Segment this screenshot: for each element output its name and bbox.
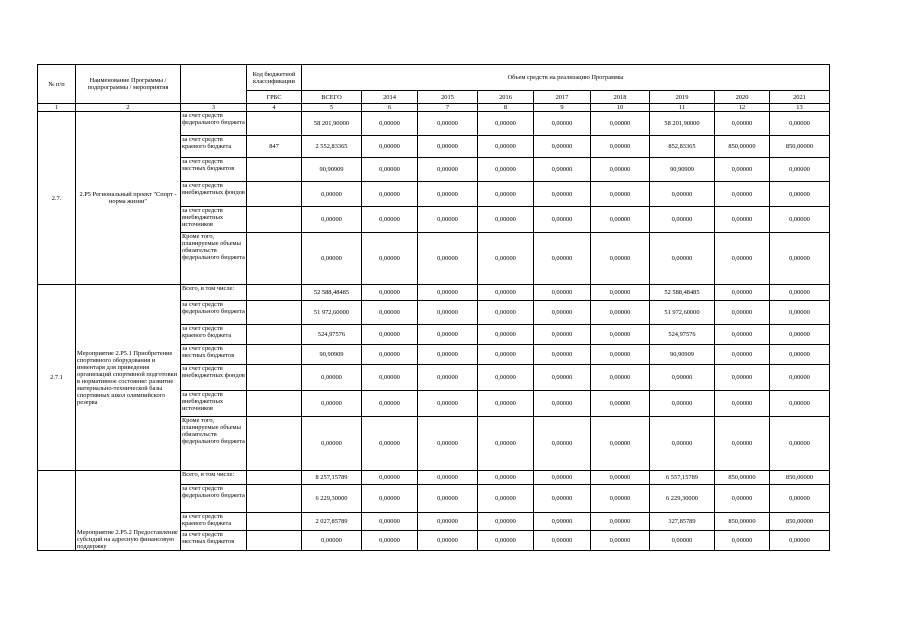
year-value: 0,00000 [362,136,418,158]
year-value: 0,00000 [591,112,650,136]
grbs-code [247,285,302,301]
total-value: 52 588,48485 [302,285,362,301]
year-value: 0,00000 [418,182,478,207]
grbs-code [247,112,302,136]
year-value: 0,00000 [362,531,418,551]
year-value: 0,00000 [534,233,591,285]
year-value: 0,00000 [650,207,715,233]
year-value: 0,00000 [715,365,770,391]
grbs-code [247,345,302,365]
year-value: 0,00000 [478,485,534,513]
total-value: 0,00000 [302,391,362,417]
year-header: 2014 [362,91,418,104]
year-value: 0,00000 [534,417,591,471]
year-value: 0,00000 [418,345,478,365]
year-value: 0,00000 [418,233,478,285]
year-value: 524,97576 [650,325,715,345]
year-value: 0,00000 [534,485,591,513]
year-value: 0,00000 [715,417,770,471]
grbs-code [247,391,302,417]
year-value: 0,00000 [478,417,534,471]
item-number: 2.7.1 [38,285,76,471]
year-value: 0,00000 [362,112,418,136]
year-value: 0,00000 [478,513,534,531]
year-value: 0,00000 [478,391,534,417]
table-row [38,285,830,301]
funding-source: за счет средств федерального бюджета [181,112,247,136]
funding-table-sheet [37,64,830,551]
year-value: 0,00000 [418,485,478,513]
year-value: 0,00000 [478,301,534,325]
year-value: 0,00000 [478,158,534,182]
item-name: Мероприятие 2.Р5.1 Приобретение спортивного оборудования и инвентаря для приведения организаций спортивной подготовки в нормативное состояние: развитие материально-технической базы спортивных школ олимпийского резерва [76,285,181,471]
funding-source: за счет средств местных бюджетов [181,158,247,182]
year-value: 0,00000 [770,158,830,182]
index-cell: 8 [478,104,534,112]
year-value: 0,00000 [418,531,478,551]
year-value: 0,00000 [770,301,830,325]
year-value: 0,00000 [591,391,650,417]
index-cell: 12 [715,104,770,112]
total-value: 524,97576 [302,325,362,345]
year-value: 0,00000 [534,301,591,325]
year-value: 0,00000 [650,531,715,551]
year-value: 52 588,48485 [650,285,715,301]
year-value: 0,00000 [362,182,418,207]
year-value: 0,00000 [478,365,534,391]
program-funding-table [37,64,830,551]
year-value: 0,00000 [591,207,650,233]
grbs-code [247,207,302,233]
year-value: 0,00000 [770,531,830,551]
item-number [38,471,76,551]
year-value: 0,00000 [534,471,591,485]
year-value: 0,00000 [770,325,830,345]
year-value: 0,00000 [418,207,478,233]
year-value: 0,00000 [478,325,534,345]
funding-source: за счет средств федерального бюджета [181,485,247,513]
total-value: 6 229,30000 [302,485,362,513]
year-value: 0,00000 [715,531,770,551]
year-value: 0,00000 [715,158,770,182]
year-value: 0,00000 [418,513,478,531]
year-value: 850,00000 [715,471,770,485]
year-value: 0,00000 [591,285,650,301]
total-value: 0,00000 [302,207,362,233]
year-value: 0,00000 [362,513,418,531]
year-value: 0,00000 [650,391,715,417]
funding-source: Всего, в том числе: [181,285,247,301]
year-value: 0,00000 [418,112,478,136]
index-cell: 4 [247,104,302,112]
index-cell: 6 [362,104,418,112]
grbs-code [247,325,302,345]
year-value: 0,00000 [418,136,478,158]
year-value: 0,00000 [362,158,418,182]
total-value: 2 552,83365 [302,136,362,158]
index-cell: 9 [534,104,591,112]
index-cell: 11 [650,104,715,112]
year-value: 0,00000 [362,471,418,485]
year-value: 0,00000 [591,417,650,471]
year-value: 51 972,60000 [650,301,715,325]
item-name: Мероприятие 2.Р5.2 Предоставление субсидий на адресную финансовую поддержку [76,471,181,551]
year-header: 2017 [534,91,591,104]
grbs-code [247,417,302,471]
col-funding-header: Объем средств на реализацию Программы [302,65,830,91]
year-value: 0,00000 [478,531,534,551]
funding-source: за счет средств внебюджетных источников [181,207,247,233]
table-row [38,112,830,136]
year-value: 0,00000 [478,182,534,207]
year-value: 0,00000 [715,233,770,285]
year-value: 0,00000 [534,285,591,301]
year-value: 850,00000 [770,513,830,531]
year-value: 0,00000 [715,182,770,207]
col-name-header: Наименование Программы / подпрограммы / мероприятия [76,65,181,104]
col-total-header: ВСЕГО [302,91,362,104]
year-value: 0,00000 [418,417,478,471]
year-value: 0,00000 [715,301,770,325]
year-value: 6 557,15789 [650,471,715,485]
year-value: 0,00000 [418,471,478,485]
col-source-header [181,65,247,104]
year-value: 0,00000 [591,531,650,551]
year-value: 0,00000 [650,417,715,471]
year-value: 850,00000 [770,136,830,158]
year-value: 0,00000 [591,158,650,182]
funding-source: за счет средств внебюджетных источников [181,391,247,417]
year-value: 0,00000 [534,182,591,207]
year-value: 0,00000 [478,471,534,485]
grbs-code [247,471,302,485]
total-value: 51 972,60000 [302,301,362,325]
year-value: 0,00000 [478,136,534,158]
year-value: 850,00000 [715,513,770,531]
year-value: 0,00000 [534,391,591,417]
year-value: 0,00000 [478,285,534,301]
year-value: 0,00000 [650,365,715,391]
year-value: 0,00000 [591,182,650,207]
year-value: 0,00000 [534,531,591,551]
grbs-code [247,158,302,182]
year-value: 0,00000 [770,365,830,391]
year-value: 0,00000 [770,182,830,207]
year-value: 852,83365 [650,136,715,158]
year-value: 0,00000 [715,112,770,136]
year-value: 0,00000 [591,513,650,531]
year-value: 0,00000 [418,158,478,182]
funding-source: Кроме того, планируемые объемы обязательств федерального бюджета [181,233,247,285]
year-value: 0,00000 [715,345,770,365]
year-value: 0,00000 [534,365,591,391]
year-value: 0,00000 [534,112,591,136]
total-value: 58 201,90000 [302,112,362,136]
year-value: 850,00000 [715,136,770,158]
year-header: 2020 [715,91,770,104]
total-value: 2 027,85789 [302,513,362,531]
year-value: 0,00000 [770,391,830,417]
year-header: 2018 [591,91,650,104]
year-value: 0,00000 [770,417,830,471]
grbs-code [247,531,302,551]
grbs-code: 847 [247,136,302,158]
year-header: 2016 [478,91,534,104]
funding-source: за счет средств краевого бюджета [181,136,247,158]
year-value: 0,00000 [534,158,591,182]
year-value: 0,00000 [362,301,418,325]
index-cell: 5 [302,104,362,112]
year-value: 0,00000 [478,207,534,233]
year-value: 0,00000 [591,136,650,158]
year-value: 0,00000 [362,285,418,301]
year-value: 0,00000 [770,485,830,513]
year-value: 850,00000 [770,471,830,485]
total-value: 0,00000 [302,365,362,391]
item-name: 2.Р5 Региональный проект "Спорт - норма жизни" [76,112,181,285]
year-value: 0,00000 [650,182,715,207]
year-value: 0,00000 [591,471,650,485]
year-value: 90,90909 [650,158,715,182]
total-value: 0,00000 [302,233,362,285]
year-header: 2015 [418,91,478,104]
grbs-code [247,513,302,531]
total-value: 8 257,15789 [302,471,362,485]
header-row-top [38,65,830,91]
year-value: 90,90909 [650,345,715,365]
funding-source: Всего, в том числе: [181,471,247,485]
funding-source: за счет средств местных бюджетов [181,345,247,365]
year-value: 0,00000 [770,285,830,301]
year-value: 0,00000 [362,233,418,285]
table-row [38,471,830,485]
year-value: 0,00000 [591,233,650,285]
grbs-code [247,182,302,207]
total-value: 90,90909 [302,158,362,182]
index-cell: 2 [76,104,181,112]
funding-source: за счет средств местных бюджетов [181,531,247,551]
year-value: 58 201,90000 [650,112,715,136]
year-value: 0,00000 [418,365,478,391]
year-value: 0,00000 [591,325,650,345]
year-value: 0,00000 [591,365,650,391]
year-value: 0,00000 [650,233,715,285]
year-value: 0,00000 [534,207,591,233]
index-cell: 13 [770,104,830,112]
year-value: 0,00000 [715,207,770,233]
year-value: 0,00000 [715,485,770,513]
year-value: 0,00000 [418,301,478,325]
index-cell: 1 [38,104,76,112]
year-value: 0,00000 [478,345,534,365]
year-value: 0,00000 [770,207,830,233]
grbs-code [247,233,302,285]
year-value: 0,00000 [591,485,650,513]
year-value: 0,00000 [362,391,418,417]
year-value: 0,00000 [362,207,418,233]
year-value: 0,00000 [770,233,830,285]
year-value: 0,00000 [362,485,418,513]
index-cell: 7 [418,104,478,112]
header-row-index [38,104,830,112]
funding-source: Кроме того, планируемые объемы обязательств федерального бюджета [181,417,247,471]
year-value: 0,00000 [362,345,418,365]
year-value: 0,00000 [534,345,591,365]
col-kbk-header: Код бюджетной классификации [247,65,302,91]
year-value: 0,00000 [770,345,830,365]
year-value: 0,00000 [478,112,534,136]
year-value: 0,00000 [534,513,591,531]
item-number: 2.7. [38,112,76,285]
total-value: 0,00000 [302,182,362,207]
total-value: 0,00000 [302,531,362,551]
funding-source: за счет средств внебюджетных фондов [181,365,247,391]
year-value: 0,00000 [418,325,478,345]
year-value: 0,00000 [418,391,478,417]
grbs-code [247,485,302,513]
year-value: 0,00000 [362,417,418,471]
year-value: 0,00000 [715,325,770,345]
index-cell: 3 [181,104,247,112]
total-value: 90,90909 [302,345,362,365]
year-value: 0,00000 [478,233,534,285]
year-value: 6 229,30000 [650,485,715,513]
year-value: 0,00000 [715,391,770,417]
year-value: 0,00000 [534,136,591,158]
year-value: 0,00000 [770,112,830,136]
grbs-code [247,365,302,391]
year-value: 0,00000 [362,325,418,345]
funding-source: за счет средств краевого бюджета [181,513,247,531]
col-grbs-header: ГРБС [247,91,302,104]
year-header: 2021 [770,91,830,104]
funding-source: за счет средств федерального бюджета [181,301,247,325]
col-num-header: № п/п [38,65,76,104]
year-value: 0,00000 [591,301,650,325]
year-value: 327,85789 [650,513,715,531]
year-value: 0,00000 [362,365,418,391]
grbs-code [247,301,302,325]
funding-source: за счет средств краевого бюджета [181,325,247,345]
year-header: 2019 [650,91,715,104]
total-value: 0,00000 [302,417,362,471]
year-value: 0,00000 [418,285,478,301]
index-cell: 10 [591,104,650,112]
year-value: 0,00000 [591,345,650,365]
funding-source: за счет средств внебюджетных фондов [181,182,247,207]
year-value: 0,00000 [715,285,770,301]
year-value: 0,00000 [534,325,591,345]
